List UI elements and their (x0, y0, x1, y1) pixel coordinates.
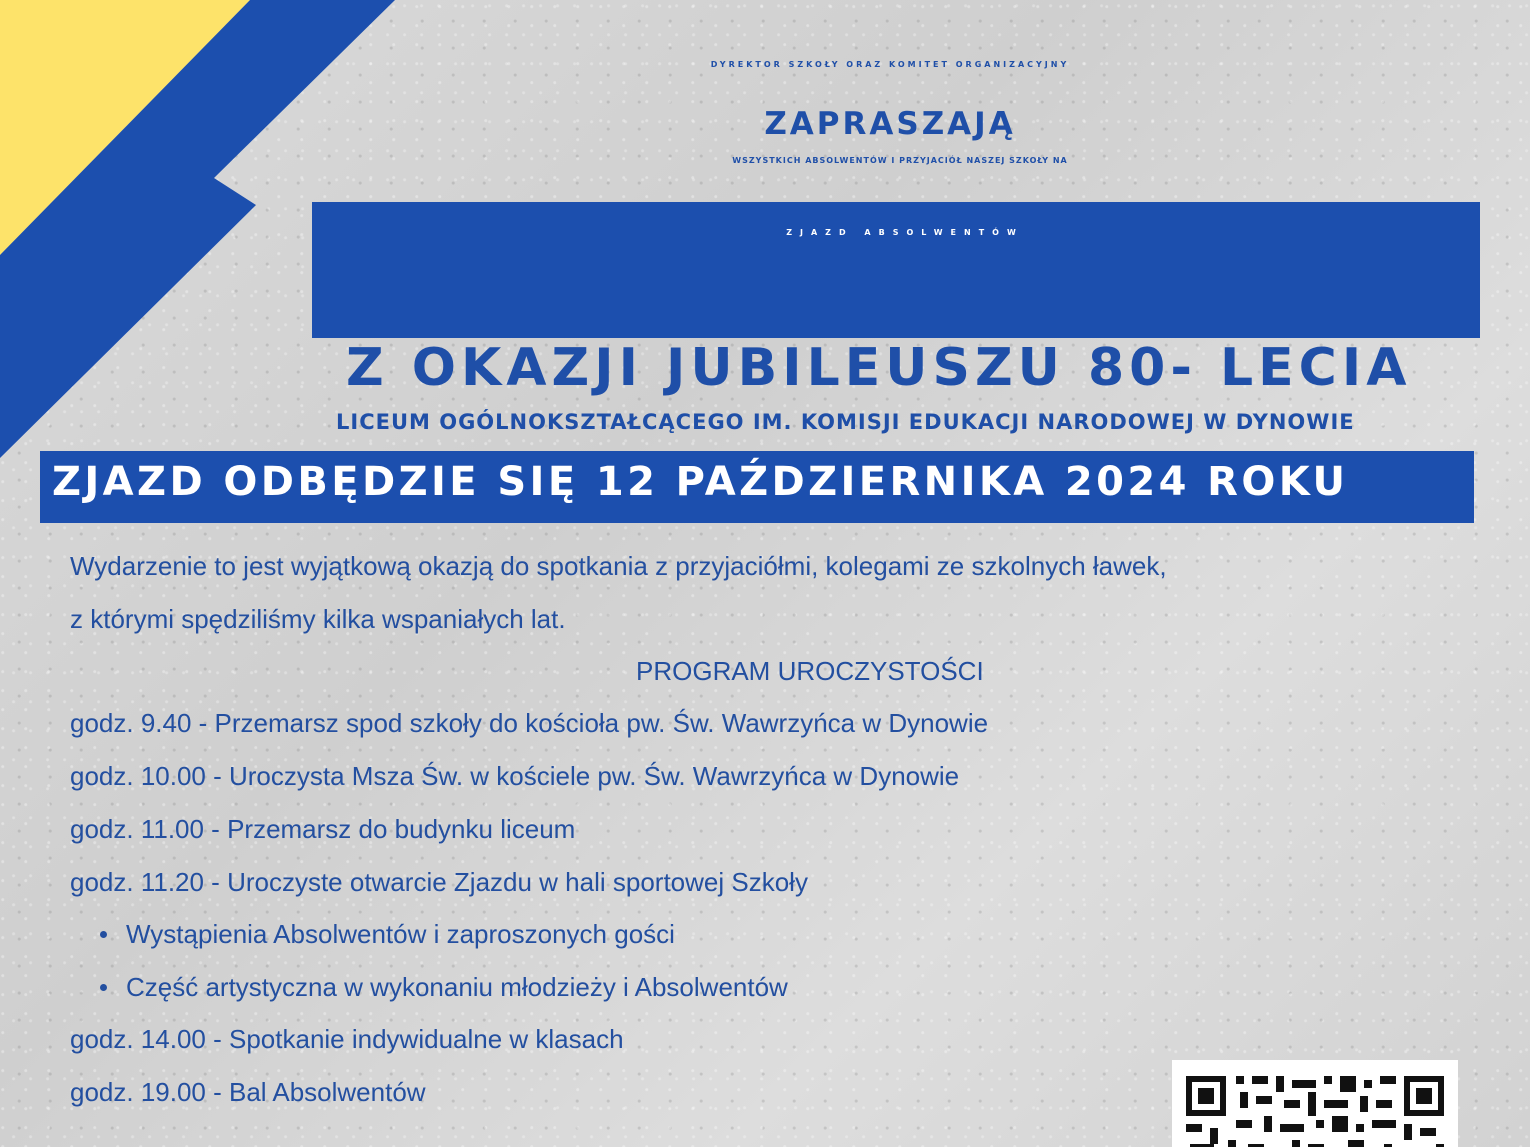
program-item: godz. 11.00 - Przemarsz do budynku liceum (70, 814, 576, 844)
program-item: godz. 14.00 - Spotkanie indywidualne w klasach (70, 1024, 624, 1054)
title-banner (312, 202, 1480, 338)
page-title: ZJAZD ABSOLWENTÓW (786, 228, 1024, 237)
program-item: godz. 11.20 - Uroczyste otwarcie Zjazdu w hali sportowej Szkoły (70, 867, 808, 897)
header-line-1: DYREKTOR SZKOŁY ORAZ KOMITET ORGANIZACYJNY (710, 60, 1070, 69)
program-item: godz. 10.00 - Uroczysta Msza Św. w kościele pw. Św. Wawrzyńca w Dynowie (70, 761, 960, 791)
bullet-icon (100, 931, 107, 938)
jubilee-subtitle: Z OKAZJI JUBILEUSZU 80- LECIA (346, 338, 1412, 398)
program-item: godz. 19.00 - Bal Absolwentów (70, 1077, 426, 1107)
program-subitem: Część artystyczna w wykonaniu młodzieży i Absolwentów (126, 972, 788, 1002)
intro-line-1: Wydarzenie to jest wyjątkową okazją do spotkania z przyjaciółmi, kolegami ze szkolnych ławek, (70, 551, 1167, 581)
program-item: godz. 9.40 - Przemarsz spod szkoły do kościoła pw. Św. Wawrzyńca w Dynowie (70, 708, 989, 738)
program-subitem: Wystąpienia Absolwentów i zaproszonych gości (126, 919, 675, 949)
program-title: PROGRAM UROCZYSTOŚCI (636, 656, 984, 686)
qr-code-icon (1172, 1060, 1458, 1147)
date-text: ZJAZD ODBĘDZIE SIĘ 12 PAŹDZIERNIKA 2024 ROKU (52, 459, 1349, 505)
school-name: LICEUM OGÓLNOKSZTAŁCĄCEGO IM. KOMISJI EDUKACJI NARODOWEJ W DYNOWIE (336, 410, 1355, 434)
header-line-3: WSZYSTKICH ABSOLWENTÓW I PRZYJACIÓŁ NASZEJ SZKOŁY NA (732, 156, 1068, 165)
header-line-2: ZAPRASZAJĄ (764, 106, 1016, 142)
bullet-icon (100, 984, 107, 991)
intro-line-2: z którymi spędziliśmy kilka wspaniałych lat. (70, 604, 566, 634)
